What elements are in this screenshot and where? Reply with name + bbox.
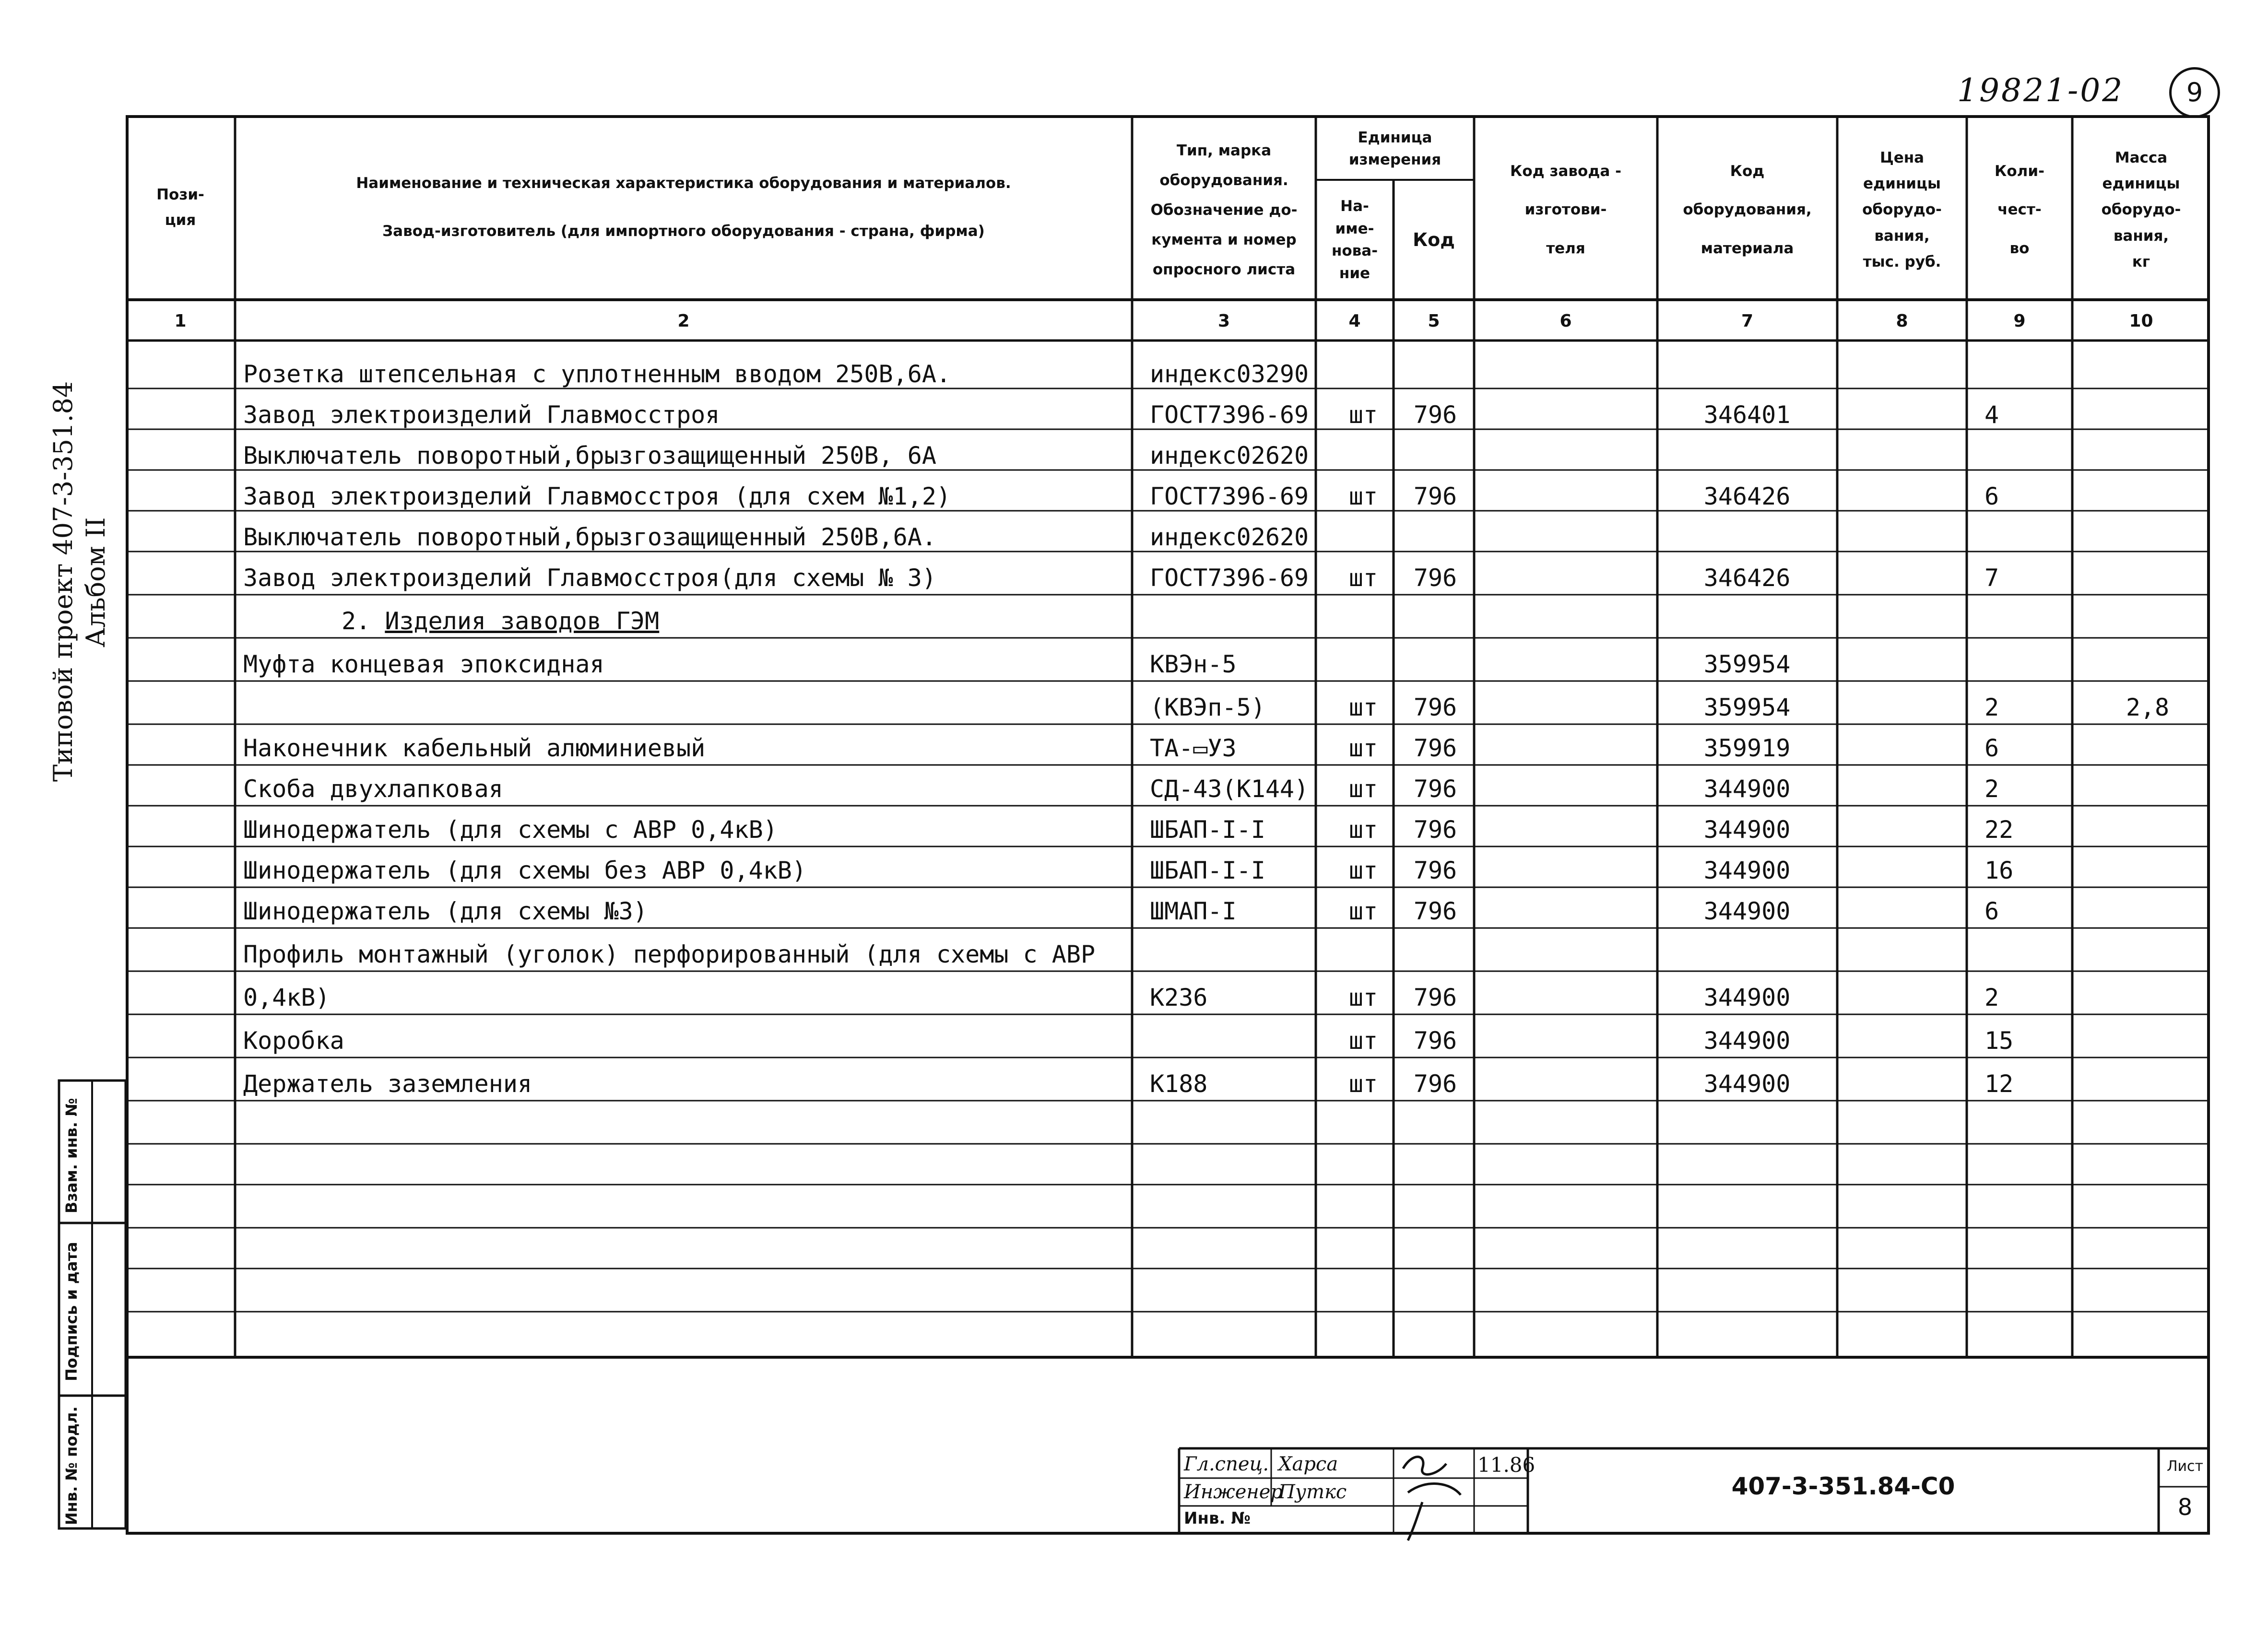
header-unit-code: Код — [1413, 229, 1455, 250]
project-line1: Типовой проект 407-3-351.84 — [48, 381, 78, 782]
cell-unit-code: 796 — [1413, 734, 1457, 762]
header-unit-group: Единица измерения — [1348, 129, 1441, 168]
cell-unit: шт — [1348, 1070, 1378, 1098]
stamp-role2: Инженер — [1184, 1481, 1283, 1503]
cell-unit-code: 796 — [1413, 1027, 1457, 1055]
header-name — [235, 115, 1132, 300]
sheet-label: Лист — [2166, 1458, 2204, 1475]
cell-name: Держатель заземления — [243, 1070, 532, 1098]
cell-unit: шт — [1348, 734, 1378, 762]
cell-unit-code: 796 — [1413, 401, 1457, 429]
colnum-3: 3 — [1217, 311, 1230, 331]
field-sign-date: Подпись и дата — [62, 1242, 81, 1381]
cell-type: ГОСТ7396-69 — [1150, 482, 1309, 510]
colnum-4: 4 — [1348, 311, 1361, 331]
colnum-8: 8 — [1896, 311, 1908, 331]
document-code: 407-3-351.84-С0 — [1731, 1472, 1955, 1500]
page-circle-number: 9 — [2169, 67, 2220, 118]
cell-type: К236 — [1150, 984, 1208, 1011]
cell-equipment-code: 344900 — [1703, 816, 1791, 844]
header-quantity: Коли- чест- во — [1995, 162, 2044, 257]
cell-name: Завод электроизделий Главмосстроя (для схем №1,2) — [243, 482, 951, 510]
cell-name: Завод электроизделий Главмосстроя — [243, 401, 720, 429]
header-mass: Масса единицы оборудо- вания, кг — [2101, 149, 2181, 270]
cell-unit-code: 796 — [1413, 564, 1457, 592]
cell-unit: шт — [1348, 857, 1378, 884]
handwritten-doc-number: 19821-02 — [1957, 72, 2125, 109]
cell-name: Коробка — [243, 1027, 344, 1055]
cell-type: (КВЭп-5) — [1150, 693, 1265, 721]
header-factory-code: Код завода - изготови- теля — [1510, 162, 1621, 257]
cell-mass: 2,8 — [2126, 693, 2170, 721]
cell-unit: шт — [1348, 564, 1378, 592]
cell-type: индекс02620 — [1150, 442, 1309, 470]
signature-mark — [1394, 1449, 1474, 1545]
stamp-date1: 11.86 — [1477, 1453, 1536, 1477]
cell-quantity: 2 — [1984, 693, 1999, 721]
stamp-role1: Гл.спец. — [1184, 1453, 1269, 1475]
sheet-number: 8 — [2177, 1494, 2193, 1521]
colnum-9: 9 — [2013, 311, 2026, 331]
cell-name: Профиль монтажный (уголок) перфорированный (для схемы с АВР — [243, 940, 1096, 968]
cell-equipment-code: 346401 — [1703, 401, 1791, 429]
cell-unit-code: 796 — [1413, 857, 1457, 884]
cell-name: 0,4кВ) — [243, 984, 330, 1011]
cell-quantity: 2 — [1984, 984, 1999, 1011]
cell-name: Завод электроизделий Главмосстроя(для схемы № 3) — [243, 564, 936, 592]
cell-unit: шт — [1348, 482, 1378, 510]
cell-unit: шт — [1348, 897, 1378, 925]
cell-name: Розетка штепсельная с уплотненным вводом 250В,6А. — [243, 360, 951, 388]
cell-equipment-code: 344900 — [1703, 1070, 1791, 1098]
cell-type: индекс02620 — [1150, 523, 1309, 551]
cell-equipment-code: 359919 — [1703, 734, 1791, 762]
cell-unit-code: 796 — [1413, 984, 1457, 1011]
cell-name: Выключатель поворотный,брызгозащищенный 250В, 6А — [243, 442, 936, 470]
cell-quantity: 22 — [1984, 816, 2014, 844]
colnum-1: 1 — [174, 311, 187, 331]
cell-type: ШБАП-I-I — [1150, 857, 1265, 884]
cell-name: Скоба двухлапковая — [243, 775, 503, 803]
cell-quantity: 4 — [1984, 401, 1999, 429]
cell-quantity: 16 — [1984, 857, 2014, 884]
cell-unit-code: 796 — [1413, 816, 1457, 844]
cell-type: СД-43(К144) — [1150, 775, 1309, 803]
cell-quantity: 7 — [1984, 564, 1999, 592]
header-name-line1: Наименование и техническая характеристика оборудования и материалов. — [356, 175, 1011, 192]
cell-equipment-code: 359954 — [1703, 650, 1791, 678]
cell-quantity: 15 — [1984, 1027, 2014, 1055]
header-type: Тип, марка оборудования. Обозначение до- кумента и номер опросного листа — [1150, 141, 1298, 278]
cell-name: Выключатель поворотный,брызгозащищенный 250В,6А. — [243, 523, 936, 551]
stamp-name2: Путкс — [1278, 1481, 1347, 1503]
cell-equipment-code: 344900 — [1703, 1027, 1791, 1055]
cell-type: ГОСТ7396-69 — [1150, 401, 1309, 429]
colnum-10: 10 — [2129, 311, 2153, 331]
cell-unit-code: 796 — [1413, 897, 1457, 925]
cell-type: КВЭн-5 — [1150, 650, 1237, 678]
cell-name: Шинодержатель (для схемы без АВР 0,4кВ) — [243, 857, 806, 884]
field-inv-vzam: Взам. инв. № — [62, 1098, 81, 1213]
cell-equipment-code: 346426 — [1703, 482, 1791, 510]
cell-type: К188 — [1150, 1070, 1208, 1098]
field-inv-podl: Инв. № подл. — [62, 1406, 81, 1525]
cell-name: Шинодержатель (для схемы №3) — [243, 897, 648, 925]
cell-unit-code: 796 — [1413, 482, 1457, 510]
cell-equipment-code: 359954 — [1703, 693, 1791, 721]
cell-equipment-code: 346426 — [1703, 564, 1791, 592]
cell-equipment-code: 344900 — [1703, 984, 1791, 1011]
cell-unit: шт — [1348, 1027, 1378, 1055]
cell-quantity: 12 — [1984, 1070, 2014, 1098]
cell-unit: шт — [1348, 401, 1378, 429]
header-unit-name: На- име- нова- ние — [1331, 198, 1378, 282]
cell-unit: шт — [1348, 816, 1378, 844]
header-position: Пози- ция — [156, 186, 204, 229]
cell-type: ШМАП-I — [1150, 897, 1237, 925]
cell-unit-code: 796 — [1413, 693, 1457, 721]
cell-unit: шт — [1348, 984, 1378, 1011]
colnum-5: 5 — [1428, 311, 1440, 331]
cell-equipment-code: 344900 — [1703, 897, 1791, 925]
cell-type: индекс03290 — [1150, 360, 1309, 388]
cell-name: Наконечник кабельный алюминиевый — [243, 734, 706, 762]
cell-name: Муфта концевая эпоксидная — [243, 650, 604, 678]
album-line: Альбом II — [81, 517, 111, 647]
colnum-7: 7 — [1741, 311, 1754, 331]
header-equipment-code: Код оборудования, материала — [1683, 162, 1812, 257]
cell-name: Шинодержатель (для схемы с АВР 0,4кВ) — [243, 816, 778, 844]
cell-quantity: 6 — [1984, 734, 1999, 762]
cell-unit: шт — [1348, 693, 1378, 721]
header-price: Цена единицы оборудо- вания, тыс. руб. — [1862, 149, 1942, 270]
stamp-name1: Харса — [1278, 1453, 1338, 1475]
header-name-line2: Завод-изготовитель (для импортного оборудования - страна, фирма) — [382, 222, 985, 240]
cell-type: ГОСТ7396-69 — [1150, 564, 1309, 592]
cell-equipment-code: 344900 — [1703, 775, 1791, 803]
cell-unit-code: 796 — [1413, 775, 1457, 803]
colnum-2: 2 — [677, 311, 690, 331]
cell-type: ТА-▭У3 — [1150, 734, 1237, 762]
cell-quantity: 6 — [1984, 482, 1999, 510]
cell-quantity: 6 — [1984, 897, 1999, 925]
cell-name: 2. Изделия заводов ГЭМ — [342, 607, 660, 635]
stamp-role3: Инв. № — [1184, 1509, 1251, 1528]
cell-equipment-code: 344900 — [1703, 857, 1791, 884]
cell-type: ШБАП-I-I — [1150, 816, 1265, 844]
cell-quantity: 2 — [1984, 775, 1999, 803]
cell-unit: шт — [1348, 775, 1378, 803]
cell-unit-code: 796 — [1413, 1070, 1457, 1098]
colnum-6: 6 — [1559, 311, 1572, 331]
